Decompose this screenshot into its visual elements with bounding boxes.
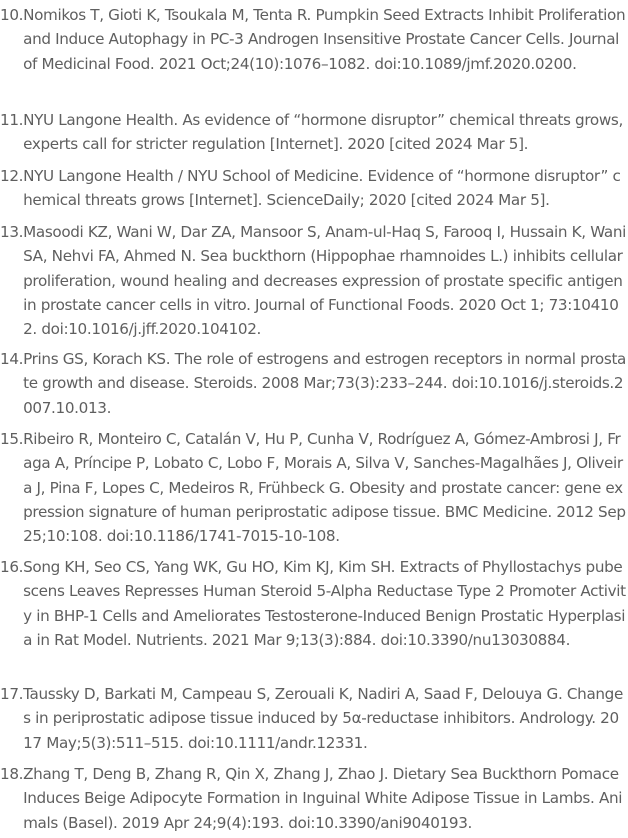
reference-number: 18. [0, 765, 24, 783]
reference-number: 16. [0, 558, 24, 576]
reference-text: NYU Langone Health / NYU School of Medicine. Evidence of “hormone disruptor” chemical threats grows [Internet]. ScienceDaily; 2020 [cited 2024 Mar 5]. [23, 167, 621, 210]
reference-text: Nomikos T, Gioti K, Tsoukala M, Tenta R. Pumpkin Seed Extracts Inhibit Proliferation and Induce Autophagy in PC-3 Androgen Insensitive Prostate Cancer Cells. Journal of Medicinal Food. 2021 Oct;24(10):1076–1082. doi:10.1089/jmf.2020.0200. [23, 6, 626, 73]
reference-item [0, 3, 626, 76]
reference-number: 14. [0, 350, 24, 368]
reference-item [0, 682, 626, 755]
reference-item [0, 347, 626, 420]
reference-number: 17. [0, 685, 24, 703]
reference-number: 10. [0, 6, 24, 24]
reference-item [0, 164, 626, 213]
reference-number: 11. [0, 111, 24, 129]
reference-number: 12. [0, 167, 24, 185]
reference-text: Prins GS, Korach KS. The role of estrogens and estrogen receptors in normal prostate growth and disease. Steroids. 2008 Mar;73(3):233–244. doi:10.1016/j.steroids.2007.10.013. [23, 350, 627, 417]
reference-item [0, 762, 626, 835]
reference-text: NYU Langone Health. As evidence of “hormone disruptor” chemical threats grows, experts call for stricter regulation [Internet]. 2020 [cited 2024 Mar 5]. [23, 111, 623, 154]
reference-text: Ribeiro R, Monteiro C, Catalán V, Hu P, Cunha V, Rodríguez A, Gómez-Ambrosi J, Fraga A, Príncipe P, Lobato C, Lobo F, Morais A, Silva V, Sanches-Magalhães J, Oliveira J, Pina F, Lopes C, Medeiros R, Frühbeck G. Obesity and prostate cancer: gene expression signature of human periprostatic adipose tissue. BMC Medicine. 2012 Sep 25;10:108. doi:10.1186/1741-7015-10-108. [23, 430, 626, 546]
reference-number: 15. [0, 430, 24, 448]
reference-item [0, 108, 626, 157]
reference-number: 13. [0, 223, 24, 241]
reference-text: Song KH, Seo CS, Yang WK, Gu HO, Kim KJ, Kim SH. Extracts of Phyllostachys pubescens Leaves Represses Human Steroid 5-Alpha Reductase Type 2 Promoter Activity in BHP-1 Cells and Ameliorates Testosterone-Induced Benign Prostatic Hyperplasia in Rat Model. Nutrients. 2021 Mar 9;13(3):884. doi:10.3390/nu13030884. [23, 558, 626, 649]
reference-text: Masoodi KZ, Wani W, Dar ZA, Mansoor S, Anam-ul-Haq S, Farooq I, Hussain K, Wani SA, Nehvi FA, Ahmed N. Sea buckthorn (Hippophae rhamnoides L.) inhibits cellular proliferation, wound healing and decreases expression of prostate specific antigen in prostate cancer cells in vitro. Journal of Functional Foods. 2020 Oct 1; 73:104102. doi:10.1016/j.jff.2020.104102. [23, 223, 627, 339]
reference-item [0, 555, 626, 652]
reference-item [0, 427, 626, 548]
reference-item [0, 220, 626, 341]
reference-text: Taussky D, Barkati M, Campeau S, Zerouali K, Nadiri A, Saad F, Delouya G. Changes in periprostatic adipose tissue induced by 5α-reductase inhibitors. Andrology. 2017 May;5(3):511–515. doi:10.1111/andr.12331. [23, 685, 623, 752]
reference-text: Zhang T, Deng B, Zhang R, Qin X, Zhang J, Zhao J. Dietary Sea Buckthorn Pomace Induces Beige Adipocyte Formation in Inguinal White Adipose Tissue in Lambs. Animals (Basel). 2019 Apr 24;9(4):193. doi:10.3390/ani9040193. [23, 765, 623, 832]
